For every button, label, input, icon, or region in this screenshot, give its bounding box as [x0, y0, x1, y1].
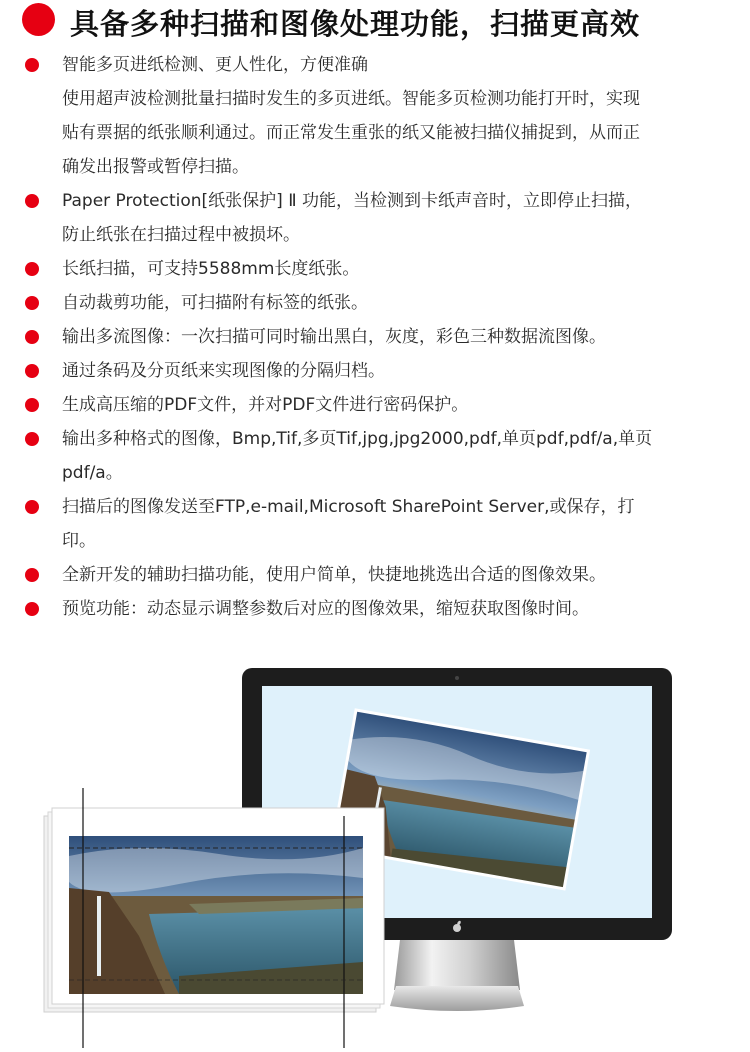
product-illustration	[0, 660, 750, 1048]
feature-list	[0, 48, 750, 626]
feature-text-line: 全新开发的辅助扫描功能，使用户简单，快捷地挑选出合适的图像效果。	[62, 565, 606, 585]
feature-item	[0, 48, 730, 184]
feature-item	[0, 490, 730, 558]
feature-text-line: 智能多页进纸检测、更人性化，方便准确	[62, 55, 368, 75]
header-bullet-icon	[22, 3, 55, 36]
feature-item	[0, 558, 730, 592]
feature-text-line: 使用超声波检测批量扫描时发生的多页进纸。智能多页检测功能打开时，实现	[62, 89, 640, 109]
monitor-stand	[394, 940, 520, 990]
feature-item	[0, 320, 730, 354]
feature-item	[0, 286, 730, 320]
bullet-icon	[25, 432, 39, 446]
bullet-icon	[25, 500, 39, 514]
bullet-icon	[25, 398, 39, 412]
page-header	[22, 0, 742, 40]
feature-text-line: 长纸扫描，可支持5588mm长度纸张。	[62, 259, 360, 279]
feature-text-line: 生成高压缩的PDF文件，并对PDF文件进行密码保护。	[62, 395, 469, 415]
scanner-output-illustration	[0, 660, 750, 1048]
feature-text-line: 确发出报警或暂停扫描。	[62, 157, 249, 177]
bullet-icon	[25, 262, 39, 276]
feature-text-line: 通过条码及分页纸来实现图像的分隔归档。	[62, 361, 385, 381]
bullet-icon	[25, 602, 39, 616]
page-title: 具备多种扫描和图像处理功能，扫描更高效	[70, 7, 641, 41]
bullet-icon	[25, 296, 39, 310]
feature-item	[0, 354, 730, 388]
feature-text-line: 预览功能：动态显示调整参数后对应的图像效果，缩短获取图像时间。	[62, 599, 589, 619]
bullet-icon	[25, 568, 39, 582]
feature-text-line: 贴有票据的纸张顺利通过。而正常发生重张的纸又能被扫描仪捕捉到，从而正	[62, 123, 640, 143]
bullet-icon	[25, 58, 39, 72]
feature-text-line: 输出多流图像：一次扫描可同时输出黑白，灰度，彩色三种数据流图像。	[62, 327, 606, 347]
feature-text-line: Paper Protection[纸张保护] Ⅱ 功能，当检测到卡纸声音时，立即停止扫描，	[62, 191, 642, 211]
feature-item	[0, 184, 730, 252]
feature-item	[0, 388, 730, 422]
bullet-icon	[25, 364, 39, 378]
feature-text-line: 输出多种格式的图像，Bmp,Tif,多页Tif,jpg,jpg2000,pdf,单页pdf,pdf/a,单页	[62, 429, 653, 449]
feature-text-line: 印。	[62, 531, 96, 551]
feature-item	[0, 592, 730, 626]
feature-item	[0, 252, 730, 286]
feature-text-line: 扫描后的图像发送至FTP,e-mail,Microsoft SharePoint Server,或保存，打	[62, 497, 635, 517]
feature-text-line: 防止纸张在扫描过程中被损坏。	[62, 225, 300, 245]
bullet-icon	[25, 194, 39, 208]
monitor-base	[390, 986, 524, 1011]
document-photo	[69, 836, 363, 994]
bullet-icon	[25, 330, 39, 344]
feature-text-line: 自动裁剪功能，可扫描附有标签的纸张。	[62, 293, 368, 313]
feature-item	[0, 422, 730, 490]
feature-text-line: pdf/a。	[62, 463, 123, 483]
